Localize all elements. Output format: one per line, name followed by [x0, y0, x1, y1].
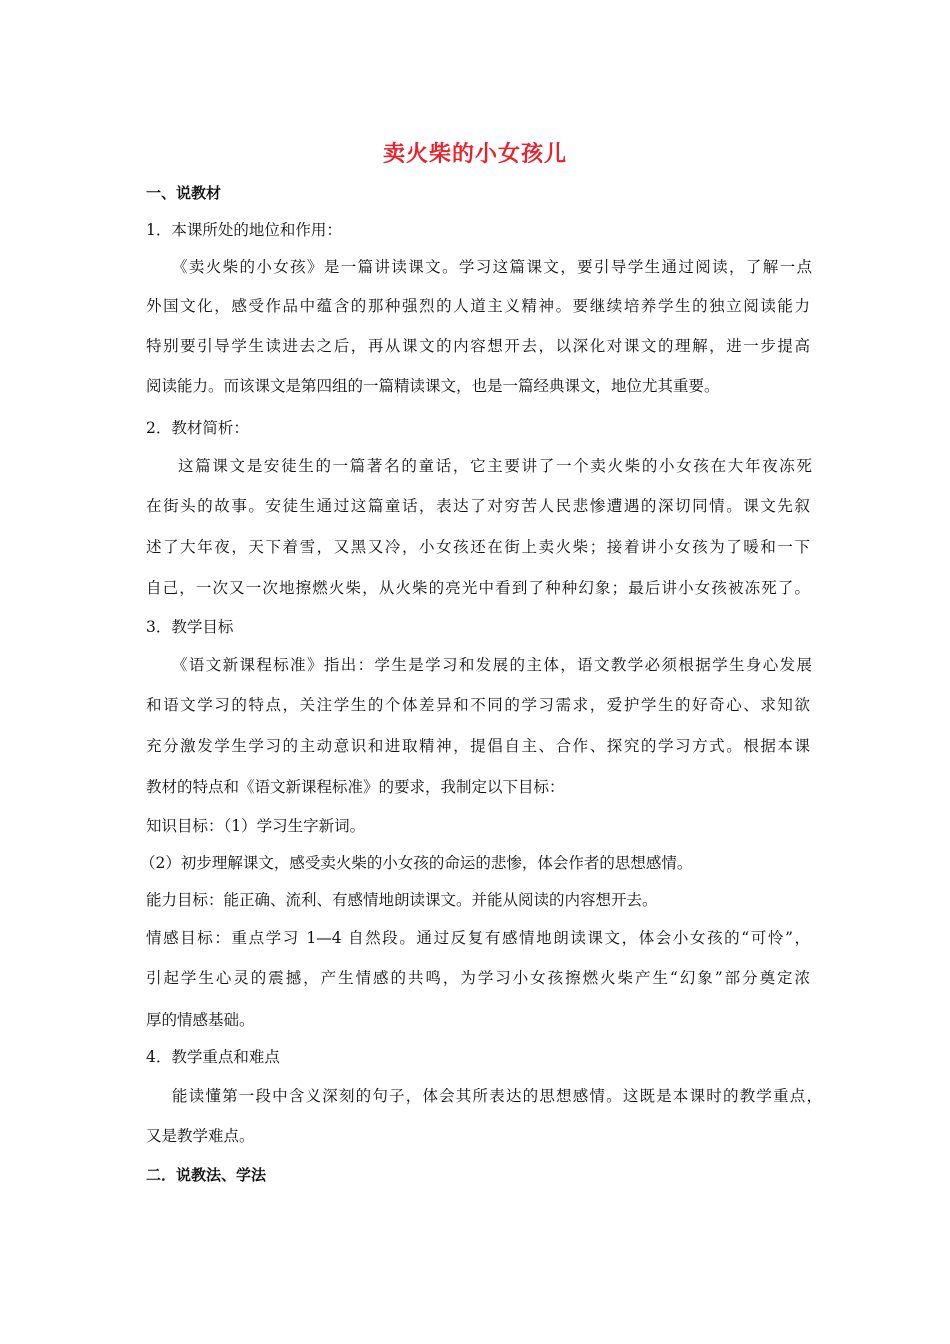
paragraph-line: 充分激发学生学习的主动意识和进取精神，提倡自主、合作、探究的学习方式。根据本课: [146, 737, 810, 755]
subheading-position-role: 1．本课所处的地位和作用：: [146, 221, 342, 239]
paragraph-line: 又是教学难点。: [146, 1127, 255, 1145]
subheading-material-analysis: 2．教材简析：: [146, 419, 249, 437]
document-title: 卖火柴的小女孩儿: [382, 142, 567, 167]
paragraph-line: 厚的情感基础。: [146, 1011, 255, 1029]
paragraph-line: 教材的特点和《语文新课程标准》的要求，我制定以下目标：: [146, 778, 565, 796]
paragraph-line: 特别要引导学生读进去之后，再从课文的内容想开去，以深化对课文的理解，进一步提高: [146, 337, 810, 355]
knowledge-goal: 知识目标：（1）学习生字新词。: [146, 817, 366, 835]
paragraph-line: 外国文化，感受作品中蕴含的那种强烈的人道主义精神。要继续培养学生的独立阅读能力: [146, 297, 810, 315]
paragraph-line: 引起学生心灵的震撼，产生情感的共鸣，为学习小女孩擦燃火柴产生“幻象”部分奠定浓: [146, 969, 810, 987]
paragraph-line: 和语文学习的特点，关注学生的个体差异和不同的学习需求，爱护学生的好奇心、求知欲: [146, 696, 810, 714]
paragraph-line: 能读懂第一段中含义深刻的句子，体会其所表达的思想感情。这既是本课时的教学重点，: [172, 1087, 822, 1105]
section-heading-textbook: 一、说教材: [146, 184, 222, 202]
ability-goal: 能力目标：能正确、流利、有感情地朗读课文。并能从阅读的内容想开去。: [146, 891, 658, 909]
emotion-goal: 情感目标：重点学习 1—4 自然段。通过反复有感情地朗读课文，体会小女孩的“可怜”，: [146, 929, 810, 947]
subheading-key-difficult: 4．教学重点和难点: [146, 1048, 280, 1066]
paragraph-line: 述了大年夜，天下着雪，又黑又冷，小女孩还在街上卖火柴；接着讲小女孩为了暖和一下: [146, 538, 810, 556]
subheading-teaching-goals: 3．教学目标: [146, 618, 234, 636]
paragraph-line: 《卖火柴的小女孩》是一篇讲读课文。学习这篇课文，要引导学生通过阅读，了解一点: [172, 258, 812, 276]
paragraph-line: 这篇课文是安徒生的一篇著名的童话，它主要讲了一个卖火柴的小女孩在大年夜冻死: [178, 457, 812, 475]
paragraph-line: 阅读能力。而该课文是第四组的一篇精读课文，也是一篇经典课文，地位尤其重要。: [146, 377, 720, 395]
paragraph-line: 在街头的故事。安徒生通过这篇童话，表达了对穷苦人民悲惨遭遇的深切同情。课文先叙: [146, 497, 810, 515]
section-heading-methods: 二．说教法、学法: [146, 1166, 267, 1184]
paragraph-line: 《语文新课程标准》指出：学生是学习和发展的主体，语文教学必须根据学生身心发展: [172, 656, 812, 674]
paragraph-line: 自己，一次又一次地擦燃火柴，从火柴的亮光中看到了种种幻象；最后讲小女孩被冻死了。: [146, 579, 810, 597]
knowledge-goal-2: （2）初步理解课文，感受卖火柴的小女孩的命运的悲惨，体会作者的思想感情。: [140, 854, 693, 872]
